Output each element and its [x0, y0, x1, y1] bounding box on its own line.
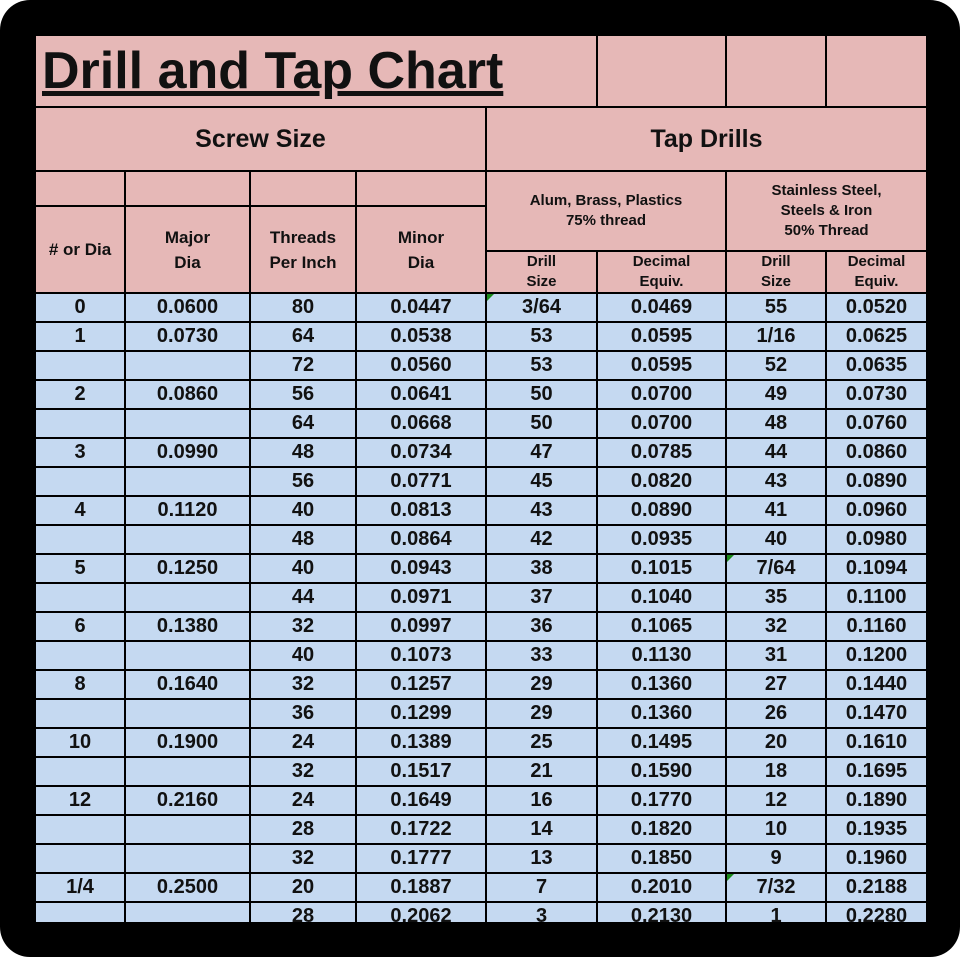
steel-decimal-cell: 0.0960: [826, 496, 927, 525]
minor-dia-cell: 0.1722: [356, 815, 486, 844]
table-row: [35, 293, 927, 322]
alum-drill-size-cell: 50: [486, 409, 597, 438]
minor-dia-cell: 0.0943: [356, 554, 486, 583]
major-dia-header: Major Dia: [125, 206, 250, 293]
major-dia-cell: [125, 699, 250, 728]
alum-drill-size-cell: 37: [486, 583, 597, 612]
table-row: [35, 699, 927, 728]
alum-decimal-cell: 0.0785: [597, 438, 726, 467]
major-dia-cell: [125, 583, 250, 612]
alum-drill-size-cell: 29: [486, 699, 597, 728]
minor-dia-cell: 0.0864: [356, 525, 486, 554]
alum-decimal-cell: 0.1015: [597, 554, 726, 583]
alum-decimal-cell: 0.0890: [597, 496, 726, 525]
steel-decimal-cell: 0.1695: [826, 757, 927, 786]
minor-dia-cell: 0.1777: [356, 844, 486, 873]
alum-drill-size-cell: 3/64: [486, 293, 597, 322]
alum-drill-size-cell: 21: [486, 757, 597, 786]
steel-drill-size-header: Drill Size: [726, 251, 826, 293]
major-dia-cell: [125, 815, 250, 844]
major-dia-cell: 0.0860: [125, 380, 250, 409]
table-row: [35, 902, 927, 922]
minor-dia-cell: 0.1887: [356, 873, 486, 902]
alum-decimal-cell: 0.1360: [597, 699, 726, 728]
steel-decimal-cell: 0.1160: [826, 612, 927, 641]
minor-dia-cell: 0.1299: [356, 699, 486, 728]
steel-drill-size-cell: 7/64: [726, 554, 826, 583]
screw-number-cell: 3: [35, 438, 125, 467]
alum-drill-size-cell: 38: [486, 554, 597, 583]
steel-decimal-cell: 0.0730: [826, 380, 927, 409]
steel-decimal-cell: 0.0635: [826, 351, 927, 380]
minor-dia-cell: 0.0668: [356, 409, 486, 438]
threads-per-inch-cell: 40: [250, 496, 356, 525]
threads-per-inch-cell: 56: [250, 467, 356, 496]
minor-dia-cell: 0.0813: [356, 496, 486, 525]
empty-cell: [826, 35, 927, 107]
table-row: [35, 728, 927, 757]
alum-decimal-cell: 0.1360: [597, 670, 726, 699]
steel-decimal-cell: 0.1200: [826, 641, 927, 670]
threads-per-inch-cell: 28: [250, 902, 356, 922]
threads-per-inch-cell: 32: [250, 757, 356, 786]
alum-decimal-cell: 0.1770: [597, 786, 726, 815]
steel-decimal-cell: 0.1470: [826, 699, 927, 728]
screw-number-cell: [35, 525, 125, 554]
major-dia-cell: 0.0990: [125, 438, 250, 467]
major-dia-cell: [125, 641, 250, 670]
threads-per-inch-cell: 20: [250, 873, 356, 902]
screw-number-cell: [35, 844, 125, 873]
alum-drill-size-cell: 13: [486, 844, 597, 873]
minor-dia-cell: 0.1517: [356, 757, 486, 786]
steel-drill-size-cell: 10: [726, 815, 826, 844]
alum-drill-size-cell: 16: [486, 786, 597, 815]
table-row: [35, 438, 927, 467]
major-dia-cell: 0.0730: [125, 322, 250, 351]
alum-drill-size-cell: 53: [486, 351, 597, 380]
steel-decimal-cell: 0.1440: [826, 670, 927, 699]
major-dia-cell: 0.1380: [125, 612, 250, 641]
steel-drill-size-cell: 1/16: [726, 322, 826, 351]
screw-number-cell: 6: [35, 612, 125, 641]
table-row: [35, 786, 927, 815]
screw-number-cell: 8: [35, 670, 125, 699]
minor-dia-cell: 0.0997: [356, 612, 486, 641]
screw-number-cell: [35, 409, 125, 438]
table-row: [35, 757, 927, 786]
alum-drill-size-cell: 33: [486, 641, 597, 670]
steel-drill-size-cell: 20: [726, 728, 826, 757]
threads-per-inch-cell: 48: [250, 525, 356, 554]
minor-dia-header: Minor Dia: [356, 206, 486, 293]
major-dia-cell: [125, 409, 250, 438]
minor-dia-cell: 0.1073: [356, 641, 486, 670]
alum-drill-size-cell: 43: [486, 496, 597, 525]
page-title: Drill and Tap Chart: [35, 35, 597, 107]
major-dia-cell: 0.2160: [125, 786, 250, 815]
threads-per-inch-cell: 32: [250, 670, 356, 699]
major-dia-cell: 0.1120: [125, 496, 250, 525]
minor-dia-cell: 0.1649: [356, 786, 486, 815]
threads-per-inch-cell: 56: [250, 380, 356, 409]
screw-number-cell: [35, 351, 125, 380]
alum-decimal-cell: 0.1065: [597, 612, 726, 641]
steel-decimal-cell: 0.1610: [826, 728, 927, 757]
major-dia-cell: [125, 525, 250, 554]
steel-drill-size-cell: 48: [726, 409, 826, 438]
steel-drill-size-cell: 52: [726, 351, 826, 380]
table-row: [35, 380, 927, 409]
alum-decimal-cell: 0.0700: [597, 380, 726, 409]
table-row: [35, 409, 927, 438]
alum-decimal-cell: 0.0935: [597, 525, 726, 554]
steel-decimal-cell: 0.2188: [826, 873, 927, 902]
minor-dia-cell: 0.1257: [356, 670, 486, 699]
alum-header: Alum, Brass, Plastics 75% thread: [486, 171, 726, 251]
threads-per-inch-cell: 72: [250, 351, 356, 380]
threads-per-inch-cell: 24: [250, 786, 356, 815]
drill-tap-table: [34, 34, 927, 922]
empty-cell: [356, 171, 486, 206]
minor-dia-cell: 0.0734: [356, 438, 486, 467]
minor-dia-cell: 0.1389: [356, 728, 486, 757]
steel-drill-size-cell: 44: [726, 438, 826, 467]
steel-drill-size-cell: 7/32: [726, 873, 826, 902]
major-dia-cell: [125, 844, 250, 873]
steel-drill-size-cell: 26: [726, 699, 826, 728]
steel-decimal-cell: 0.0520: [826, 293, 927, 322]
steel-decimal-cell: 0.1890: [826, 786, 927, 815]
screw-number-cell: 0: [35, 293, 125, 322]
alum-decimal-cell: 0.1495: [597, 728, 726, 757]
alum-drill-size-cell: 3: [486, 902, 597, 922]
steel-drill-size-cell: 55: [726, 293, 826, 322]
alum-drill-size-cell: 36: [486, 612, 597, 641]
major-dia-cell: 0.1640: [125, 670, 250, 699]
alum-decimal-cell: 0.1040: [597, 583, 726, 612]
minor-dia-cell: 0.0560: [356, 351, 486, 380]
steel-drill-size-cell: 31: [726, 641, 826, 670]
screw-number-cell: 1: [35, 322, 125, 351]
steel-decimal-cell: 0.1935: [826, 815, 927, 844]
chart-container: [34, 34, 927, 922]
threads-per-inch-cell: 64: [250, 322, 356, 351]
major-dia-cell: 0.0600: [125, 293, 250, 322]
table-row: [35, 815, 927, 844]
alum-drill-size-cell: 14: [486, 815, 597, 844]
major-dia-cell: 0.1250: [125, 554, 250, 583]
steel-drill-size-cell: 41: [726, 496, 826, 525]
threads-per-inch-cell: 32: [250, 612, 356, 641]
alum-drill-size-header: Drill Size: [486, 251, 597, 293]
alum-drill-size-cell: 45: [486, 467, 597, 496]
alum-decimal-cell: 0.0820: [597, 467, 726, 496]
table-row: [35, 583, 927, 612]
screw-number-cell: 5: [35, 554, 125, 583]
steel-decimal-cell: 0.1100: [826, 583, 927, 612]
minor-dia-cell: 0.0771: [356, 467, 486, 496]
major-dia-cell: 0.1900: [125, 728, 250, 757]
alum-decimal-cell: 0.0469: [597, 293, 726, 322]
alum-decimal-cell: 0.0595: [597, 351, 726, 380]
steel-drill-size-cell: 49: [726, 380, 826, 409]
minor-dia-cell: 0.0971: [356, 583, 486, 612]
alum-drill-size-cell: 7: [486, 873, 597, 902]
screw-number-cell: [35, 902, 125, 922]
empty-cell: [726, 35, 826, 107]
alum-drill-size-cell: 29: [486, 670, 597, 699]
alum-decimal-cell: 0.2130: [597, 902, 726, 922]
steel-header: Stainless Steel, Steels & Iron 50% Thread: [726, 171, 927, 251]
screw-number-cell: [35, 641, 125, 670]
table-row: [35, 873, 927, 902]
steel-drill-size-cell: 43: [726, 467, 826, 496]
alum-decimal-cell: 0.1590: [597, 757, 726, 786]
alum-drill-size-cell: 42: [486, 525, 597, 554]
threads-per-inch-cell: 32: [250, 844, 356, 873]
steel-decimal-cell: 0.0860: [826, 438, 927, 467]
minor-dia-cell: 0.0641: [356, 380, 486, 409]
table-row: [35, 554, 927, 583]
major-dia-cell: [125, 351, 250, 380]
screw-number-cell: 10: [35, 728, 125, 757]
steel-decimal-cell: 0.1960: [826, 844, 927, 873]
empty-cell: [250, 171, 356, 206]
alum-drill-size-cell: 50: [486, 380, 597, 409]
steel-decimal-cell: 0.0760: [826, 409, 927, 438]
table-row: [35, 467, 927, 496]
alum-decimal-cell: 0.0700: [597, 409, 726, 438]
alum-drill-size-cell: 25: [486, 728, 597, 757]
screw-number-cell: [35, 815, 125, 844]
minor-dia-cell: 0.2062: [356, 902, 486, 922]
screw-number-cell: 2: [35, 380, 125, 409]
threads-per-inch-cell: 48: [250, 438, 356, 467]
steel-drill-size-cell: 18: [726, 757, 826, 786]
steel-decimal-header: Decimal Equiv.: [826, 251, 927, 293]
screw-number-cell: [35, 699, 125, 728]
screw-number-cell: [35, 757, 125, 786]
threads-per-inch-cell: 24: [250, 728, 356, 757]
tpi-header: Threads Per Inch: [250, 206, 356, 293]
steel-drill-size-cell: 35: [726, 583, 826, 612]
major-dia-cell: [125, 467, 250, 496]
alum-drill-size-cell: 53: [486, 322, 597, 351]
alum-decimal-cell: 0.0595: [597, 322, 726, 351]
table-row: [35, 496, 927, 525]
screw-number-cell: [35, 467, 125, 496]
screw-number-cell: 12: [35, 786, 125, 815]
screw-size-header: Screw Size: [35, 107, 486, 171]
steel-drill-size-cell: 12: [726, 786, 826, 815]
steel-decimal-cell: 0.1094: [826, 554, 927, 583]
alum-drill-size-cell: 47: [486, 438, 597, 467]
table-row: [35, 670, 927, 699]
threads-per-inch-cell: 44: [250, 583, 356, 612]
tap-drills-header: Tap Drills: [486, 107, 927, 171]
steel-decimal-cell: 0.0625: [826, 322, 927, 351]
steel-decimal-cell: 0.0890: [826, 467, 927, 496]
alum-decimal-header: Decimal Equiv.: [597, 251, 726, 293]
steel-drill-size-cell: 32: [726, 612, 826, 641]
major-dia-cell: 0.2500: [125, 873, 250, 902]
table-row: [35, 612, 927, 641]
threads-per-inch-cell: 40: [250, 554, 356, 583]
table-row: [35, 641, 927, 670]
alum-decimal-cell: 0.2010: [597, 873, 726, 902]
steel-drill-size-cell: 9: [726, 844, 826, 873]
screw-number-cell: [35, 583, 125, 612]
alum-decimal-cell: 0.1820: [597, 815, 726, 844]
threads-per-inch-cell: 28: [250, 815, 356, 844]
alum-decimal-cell: 0.1850: [597, 844, 726, 873]
table-row: [35, 844, 927, 873]
steel-drill-size-cell: 40: [726, 525, 826, 554]
threads-per-inch-cell: 80: [250, 293, 356, 322]
steel-drill-size-cell: 27: [726, 670, 826, 699]
major-dia-cell: [125, 902, 250, 922]
empty-cell: [597, 35, 726, 107]
alum-decimal-cell: 0.1130: [597, 641, 726, 670]
steel-drill-size-cell: 1: [726, 902, 826, 922]
table-row: [35, 322, 927, 351]
screw-number-cell: 4: [35, 496, 125, 525]
minor-dia-cell: 0.0538: [356, 322, 486, 351]
steel-decimal-cell: 0.0980: [826, 525, 927, 554]
major-dia-cell: [125, 757, 250, 786]
table-row: [35, 351, 927, 380]
table-row: [35, 525, 927, 554]
threads-per-inch-cell: 40: [250, 641, 356, 670]
num-dia-header: # or Dia: [35, 206, 125, 293]
empty-cell: [125, 171, 250, 206]
steel-decimal-cell: 0.2280: [826, 902, 927, 922]
threads-per-inch-cell: 36: [250, 699, 356, 728]
threads-per-inch-cell: 64: [250, 409, 356, 438]
screw-number-cell: 1/4: [35, 873, 125, 902]
minor-dia-cell: 0.0447: [356, 293, 486, 322]
empty-cell: [35, 171, 125, 206]
